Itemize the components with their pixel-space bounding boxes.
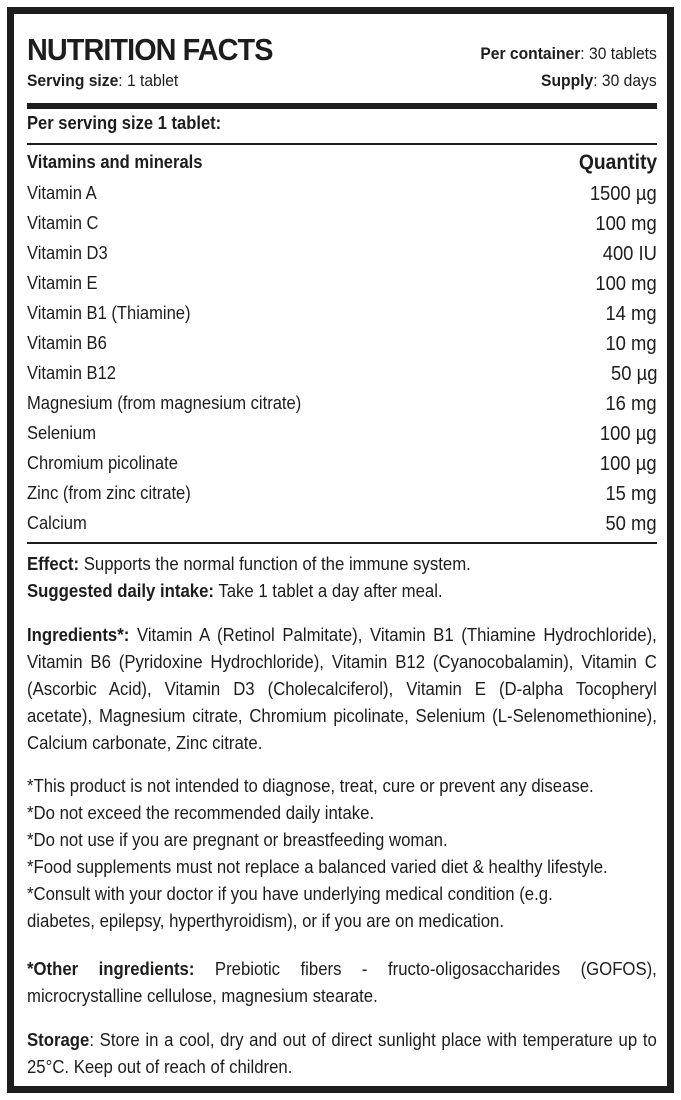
- warning-line: diabetes, epilepsy, hyperthyroidism), or if you are on medication.: [27, 911, 505, 931]
- nutrient-name: Vitamin E: [27, 273, 98, 293]
- warning-line: *Do not use if you are pregnant or breastfeeding woman.: [27, 830, 448, 850]
- nutrient-quantity: 100 mg: [595, 273, 657, 295]
- per-container: [481, 44, 657, 64]
- storage-section: [27, 1027, 657, 1081]
- storage-paragraph: [27, 1027, 657, 1081]
- nutrient-quantity: 50 µg: [610, 363, 657, 385]
- per-serving-heading: Per serving size 1 tablet:: [27, 113, 222, 133]
- intake-label: Suggested daily intake:: [27, 581, 214, 601]
- supply: [541, 71, 657, 91]
- warning-line: *Consult with your doctor if you have underlying medical condition (e.g.: [27, 884, 553, 904]
- nutrient-name: Vitamin B6: [27, 333, 107, 353]
- intake-line: [27, 578, 660, 605]
- nutrient-quantity: 14 mg: [605, 303, 657, 325]
- supply-value: : 30 days: [593, 71, 657, 90]
- nutrient-row: [27, 329, 657, 359]
- nutrient-quantity: 100 µg: [600, 423, 657, 445]
- other-ingredients-label: *Other ingredients:: [27, 959, 195, 979]
- storage-text: : Store in a cool, dry and out of direct sunlight place with temperature up to 25°C. Keep out of reach of children.: [27, 1030, 657, 1077]
- nutrient-row: [27, 269, 657, 299]
- table-header: [27, 152, 657, 180]
- nutrient-quantity: 100 mg: [595, 213, 657, 235]
- per-container-label: Per container: [480, 44, 581, 63]
- nutrient-row: [27, 239, 657, 269]
- nutrient-table: [27, 179, 657, 539]
- nutrient-name: Vitamin B1 (Thiamine): [27, 303, 191, 323]
- header-divider: [27, 103, 657, 109]
- nutrient-name: Vitamin D3: [27, 243, 108, 263]
- nutrient-quantity: 100 µg: [600, 453, 657, 475]
- nutrient-name: Magnesium (from magnesium citrate): [27, 393, 302, 413]
- nutrient-quantity: 16 mg: [605, 393, 657, 415]
- nutrient-name: Vitamin B12: [27, 363, 116, 383]
- label-title: NUTRITION FACTS: [27, 32, 273, 67]
- nutrient-quantity: 15 mg: [605, 483, 657, 505]
- nutrient-name: Vitamin C: [27, 213, 99, 233]
- nutrient-row: [27, 449, 657, 479]
- ingredients-paragraph: [27, 622, 657, 757]
- table-top-divider: [27, 143, 657, 145]
- effect-text: Supports the normal function of the immune system.: [79, 554, 471, 574]
- nutrient-row: [27, 479, 657, 509]
- effect-line: [27, 551, 660, 578]
- ingredients-label: Ingredients*:: [27, 625, 130, 645]
- table-bottom-divider: [27, 542, 657, 544]
- nutrient-quantity: 10 mg: [605, 333, 657, 355]
- nutrient-name: Calcium: [27, 513, 87, 533]
- nutrient-quantity: 400 IU: [602, 243, 657, 265]
- intake-text: Take 1 tablet a day after meal.: [213, 581, 443, 601]
- nutrient-quantity: 50 mg: [605, 513, 657, 535]
- effect-label: Effect:: [27, 554, 80, 574]
- nutrient-row: [27, 359, 657, 389]
- nutrition-label: [7, 7, 674, 1093]
- nutrient-row: [27, 389, 657, 419]
- warning-line: *Do not exceed the recommended daily intake.: [27, 803, 375, 823]
- storage-label: Storage: [27, 1030, 90, 1050]
- serving-size-label: Serving size: [27, 71, 119, 90]
- ingredients-section: [27, 622, 657, 757]
- nutrient-row: [27, 209, 657, 239]
- other-ingredients-paragraph: [27, 956, 657, 1010]
- column-header-quantity: Quantity: [578, 151, 657, 174]
- other-ingredients-section: [27, 956, 657, 1010]
- column-header-nutrient: Vitamins and minerals: [27, 152, 203, 172]
- warnings-section: [27, 773, 657, 935]
- nutrient-row: [27, 419, 657, 449]
- nutrient-row: [27, 299, 657, 329]
- warning-line: *This product is not intended to diagnose, treat, cure or prevent any disease.: [27, 776, 594, 796]
- per-container-value: : 30 tablets: [580, 44, 657, 63]
- supply-label: Supply: [541, 71, 594, 90]
- ingredients-text: Vitamin A (Retinol Palmitate), Vitamin B1 (Thiamine Hydrochloride), Vitamin B6 (Pyridoxine Hydrochloride), Vitamin B12 (Cyanocobalamin), Vitamin C (Ascorbic Acid), Vitamin D3 (Cholecalciferol), Vitamin E (D-alpha Tocopheryl acetate), Magnesium citrate, Chromium picolinate, Selenium (L-Selenomethionine), Calcium carbonate, Zinc citrate.: [27, 625, 657, 753]
- serving-size-value: : 1 tablet: [118, 71, 179, 90]
- nutrient-row: [27, 179, 657, 209]
- nutrient-name: Zinc (from zinc citrate): [27, 483, 191, 503]
- nutrient-name: Selenium: [27, 423, 97, 443]
- nutrient-row: [27, 509, 657, 539]
- nutrient-quantity: 1500 µg: [590, 183, 657, 205]
- nutrient-name: Chromium picolinate: [27, 453, 178, 473]
- warnings-list: [27, 773, 660, 935]
- serving-size: [27, 71, 178, 91]
- effect-section: [27, 551, 657, 605]
- other-ingredients-text: Prebiotic fibers - fructo-oligosaccharides (GOFOS), microcrystalline cellulose, magnesium stearate.: [27, 959, 657, 1006]
- nutrient-name: Vitamin A: [27, 183, 97, 203]
- warning-line: *Food supplements must not replace a balanced varied diet & healthy lifestyle.: [27, 857, 608, 877]
